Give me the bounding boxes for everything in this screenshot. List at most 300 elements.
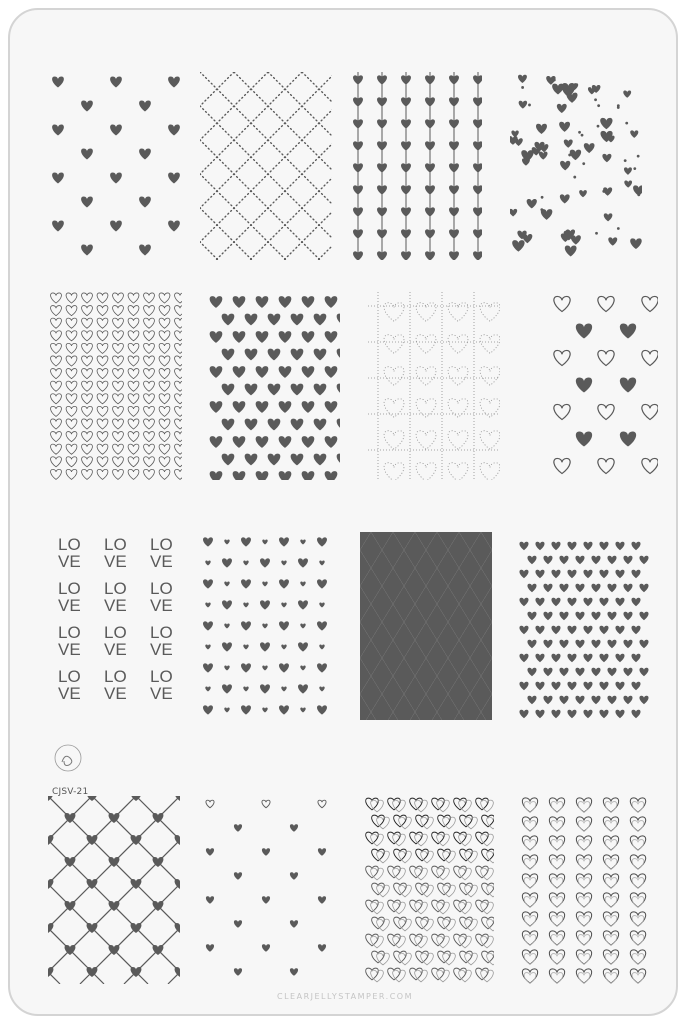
heart-outline-icon bbox=[632, 840, 644, 851]
heart-outline-icon bbox=[551, 878, 563, 889]
heart-icon bbox=[598, 350, 614, 365]
outline-heart-grid-svg bbox=[50, 292, 182, 480]
heart-outline-icon bbox=[366, 866, 379, 878]
heart-icon bbox=[325, 366, 338, 378]
heart-icon bbox=[543, 556, 552, 564]
heart-icon bbox=[113, 457, 124, 467]
design-small-heart-grid bbox=[518, 540, 650, 728]
heart-icon bbox=[615, 598, 624, 606]
heart-icon bbox=[527, 556, 536, 564]
love-text-line2: VE bbox=[104, 596, 127, 615]
heart-icon bbox=[113, 419, 124, 429]
heart-outline-icon bbox=[437, 800, 450, 812]
heart-icon bbox=[317, 537, 327, 546]
love-text-line1: LO bbox=[150, 535, 173, 554]
heart-icon bbox=[82, 356, 93, 366]
heart-icon bbox=[52, 173, 64, 184]
heart-outline-icon bbox=[454, 866, 467, 878]
heart-icon bbox=[113, 293, 124, 303]
love-text-line2: VE bbox=[104, 684, 127, 703]
heart-outline-icon bbox=[454, 798, 467, 810]
heart-icon bbox=[66, 369, 77, 379]
heart-outline-icon bbox=[438, 951, 451, 963]
heart-icon bbox=[66, 469, 77, 479]
heart-icon bbox=[159, 406, 170, 416]
solid-heart-grid-svg bbox=[208, 292, 340, 480]
heart-outline-icon bbox=[371, 902, 384, 914]
heart-icon bbox=[623, 584, 632, 592]
dotted-heart-icon bbox=[416, 303, 436, 321]
heart-icon bbox=[298, 684, 308, 693]
heart-icon bbox=[234, 920, 242, 928]
heart-icon bbox=[281, 602, 286, 607]
heart-outline-icon bbox=[394, 917, 407, 929]
design-heart-chains bbox=[350, 72, 482, 260]
heart-outline-icon bbox=[443, 885, 456, 897]
heart-outline-icon bbox=[551, 954, 563, 965]
heart-outline-icon bbox=[465, 885, 478, 897]
heart-outline-icon bbox=[578, 802, 590, 813]
heart-icon bbox=[205, 560, 210, 565]
heart-icon bbox=[97, 369, 108, 379]
heart-outline-icon bbox=[481, 800, 494, 812]
love-text-line2: VE bbox=[150, 684, 173, 703]
heart-icon bbox=[113, 306, 124, 316]
dot-icon bbox=[582, 162, 585, 165]
heart-outline-icon bbox=[459, 970, 472, 982]
lattice-line bbox=[48, 796, 180, 984]
heart-icon bbox=[245, 419, 258, 431]
heart-icon bbox=[575, 668, 584, 676]
dot-icon bbox=[617, 106, 620, 109]
heart-icon bbox=[97, 331, 108, 341]
heart-icon bbox=[128, 469, 139, 479]
heart-icon bbox=[206, 800, 214, 808]
heart-icon bbox=[599, 626, 608, 634]
lattice-line bbox=[48, 796, 180, 984]
heart-icon bbox=[82, 394, 93, 404]
heart-icon bbox=[66, 419, 77, 429]
heart-icon bbox=[113, 469, 124, 479]
design-overlapping-outline-hearts bbox=[362, 796, 494, 984]
heart-icon bbox=[144, 293, 155, 303]
heart-icon bbox=[51, 369, 62, 379]
heart-icon bbox=[559, 640, 568, 648]
heart-outline-icon bbox=[416, 917, 429, 929]
heart-icon bbox=[66, 356, 77, 366]
heart-outline-icon bbox=[372, 883, 385, 895]
heart-icon bbox=[97, 381, 108, 391]
love-text-line1: LO bbox=[104, 667, 127, 686]
love-text-line2: VE bbox=[104, 552, 127, 571]
dot-icon bbox=[597, 104, 600, 107]
heart-icon bbox=[51, 444, 62, 454]
heart-icon bbox=[66, 331, 77, 341]
heart-outline-icon bbox=[437, 834, 450, 846]
heart-icon bbox=[66, 394, 77, 404]
heart-icon bbox=[168, 77, 180, 88]
heart-icon bbox=[567, 710, 576, 718]
heart-icon bbox=[527, 199, 537, 208]
heart-icon bbox=[203, 663, 213, 672]
heart-icon bbox=[519, 542, 528, 550]
heart-icon bbox=[567, 626, 576, 634]
heart-icon bbox=[268, 349, 281, 361]
heart-outline-icon bbox=[605, 916, 617, 927]
heart-outline-icon bbox=[443, 851, 456, 863]
design-confetti-hearts bbox=[510, 72, 642, 260]
heart-outline-icon bbox=[371, 834, 384, 846]
love-text-line1: LO bbox=[104, 579, 127, 598]
heart-icon bbox=[243, 602, 248, 607]
heart-icon bbox=[234, 824, 242, 832]
heart-icon bbox=[325, 471, 338, 480]
heart-icon bbox=[623, 612, 632, 620]
dot-icon bbox=[597, 125, 600, 128]
heart-outline-icon bbox=[421, 919, 434, 931]
heart-outline-icon bbox=[605, 821, 617, 832]
sparse-hearts-svg bbox=[200, 796, 332, 984]
heart-icon bbox=[245, 349, 258, 361]
heart-icon bbox=[224, 707, 229, 712]
heart-icon bbox=[260, 642, 270, 651]
heart-outline-icon bbox=[524, 935, 536, 946]
heart-icon bbox=[175, 469, 182, 479]
heart-icon bbox=[325, 331, 338, 343]
heart-icon bbox=[519, 570, 528, 578]
heart-icon bbox=[554, 458, 570, 473]
heart-icon bbox=[623, 556, 632, 564]
heart-outline-icon bbox=[432, 832, 445, 844]
heart-outline-icon bbox=[366, 900, 379, 912]
heart-outline-icon bbox=[524, 973, 536, 984]
dotted-line bbox=[200, 72, 332, 260]
heart-outline-icon bbox=[481, 970, 494, 982]
love-text-line2: VE bbox=[104, 640, 127, 659]
heart-outline-icon bbox=[460, 917, 473, 929]
heart-icon bbox=[319, 602, 324, 607]
heart-outline-icon bbox=[432, 900, 445, 912]
heart-icon bbox=[560, 194, 570, 203]
heart-icon bbox=[175, 331, 182, 341]
heart-icon bbox=[51, 419, 62, 429]
heart-outline-icon bbox=[632, 821, 644, 832]
heart-outline-icon bbox=[459, 902, 472, 914]
heart-icon bbox=[519, 101, 527, 109]
heart-outline-icon bbox=[394, 951, 407, 963]
heart-icon bbox=[82, 293, 93, 303]
heart-icon bbox=[639, 668, 648, 676]
heart-icon bbox=[51, 394, 62, 404]
heart-outline-icon bbox=[605, 973, 617, 984]
heart-icon bbox=[175, 306, 182, 316]
lattice-line bbox=[48, 796, 180, 984]
heart-outline-icon bbox=[377, 919, 390, 931]
heart-outline-icon bbox=[388, 968, 401, 980]
heart-icon bbox=[97, 469, 108, 479]
heart-icon bbox=[564, 140, 573, 148]
heart-outline-icon bbox=[578, 935, 590, 946]
heart-outline-icon bbox=[476, 968, 489, 980]
design-dotted-heart-grid bbox=[368, 292, 500, 480]
heart-outline-icon bbox=[443, 919, 456, 931]
dotted-heart-icon bbox=[384, 303, 404, 321]
heart-icon bbox=[175, 381, 182, 391]
heart-outline-icon bbox=[524, 802, 536, 813]
heart-outline-icon bbox=[366, 832, 379, 844]
heart-outline-icon bbox=[393, 936, 406, 948]
heart-icon bbox=[598, 404, 614, 419]
heart-icon bbox=[602, 154, 611, 162]
heart-icon bbox=[245, 314, 258, 326]
dotted-heart-icon bbox=[480, 367, 500, 385]
heart-icon bbox=[535, 626, 544, 634]
heart-icon bbox=[144, 432, 155, 442]
heart-outline-icon bbox=[482, 917, 494, 929]
heart-icon bbox=[583, 682, 592, 690]
heart-outline-icon bbox=[460, 951, 473, 963]
heart-outline-icon bbox=[632, 916, 644, 927]
dotted-heart-icon bbox=[448, 335, 468, 353]
heart-icon bbox=[512, 240, 524, 252]
heart-icon bbox=[159, 469, 170, 479]
heart-icon bbox=[113, 356, 124, 366]
dotted-heart-icon bbox=[448, 399, 468, 417]
heart-outline-icon bbox=[578, 916, 590, 927]
heart-outline-icon bbox=[415, 800, 428, 812]
heart-outline-icon bbox=[371, 970, 384, 982]
heart-icon bbox=[210, 331, 223, 343]
love-text-line1: LO bbox=[58, 623, 81, 642]
heart-icon bbox=[97, 432, 108, 442]
heart-icon bbox=[113, 444, 124, 454]
heart-icon bbox=[279, 537, 289, 546]
heart-icon bbox=[527, 696, 536, 704]
heart-icon bbox=[317, 621, 327, 630]
heart-icon bbox=[222, 684, 232, 693]
heart-outline-icon bbox=[438, 883, 451, 895]
heart-icon bbox=[97, 318, 108, 328]
scattered-hearts-svg bbox=[50, 72, 182, 260]
heart-icon bbox=[175, 432, 182, 442]
heart-icon bbox=[604, 213, 613, 221]
heart-icon bbox=[302, 331, 315, 343]
heart-outline-icon bbox=[459, 936, 472, 948]
love-text-line1: LO bbox=[104, 535, 127, 554]
dot-icon bbox=[540, 208, 543, 211]
heart-icon bbox=[82, 306, 93, 316]
heart-icon bbox=[551, 542, 560, 550]
heart-outline-icon bbox=[476, 798, 489, 810]
heart-icon bbox=[527, 612, 536, 620]
heart-outline-icon bbox=[416, 883, 429, 895]
heart-icon bbox=[128, 444, 139, 454]
heart-icon bbox=[575, 584, 584, 592]
lattice-line bbox=[48, 796, 136, 984]
heart-icon bbox=[623, 90, 631, 97]
dotted-line bbox=[234, 72, 332, 260]
dotted-heart-icon bbox=[480, 431, 500, 449]
heart-icon bbox=[314, 314, 327, 326]
heart-icon bbox=[624, 180, 632, 187]
heart-outline-icon bbox=[465, 817, 478, 829]
dot-icon bbox=[594, 98, 597, 101]
heart-icon bbox=[591, 584, 600, 592]
heart-icon bbox=[325, 436, 338, 448]
heart-icon bbox=[222, 600, 232, 609]
heart-icon bbox=[139, 245, 151, 256]
heart-icon bbox=[318, 848, 326, 856]
heart-outline-icon bbox=[415, 970, 428, 982]
heart-icon bbox=[82, 369, 93, 379]
heart-icon bbox=[536, 124, 547, 134]
mixed-hearts-svg bbox=[526, 292, 658, 480]
heart-icon bbox=[222, 419, 235, 431]
dot-icon bbox=[573, 176, 576, 179]
heart-icon bbox=[260, 558, 270, 567]
heart-icon bbox=[128, 381, 139, 391]
heart-icon bbox=[519, 626, 528, 634]
heart-icon bbox=[51, 306, 62, 316]
dotted-heart-icon bbox=[384, 463, 404, 480]
heart-icon bbox=[262, 707, 267, 712]
heart-outline-icon bbox=[605, 897, 617, 908]
heart-icon bbox=[607, 668, 616, 676]
heart-outline-icon bbox=[432, 968, 445, 980]
heart-icon bbox=[175, 457, 182, 467]
heart-outline-icon bbox=[551, 840, 563, 851]
heart-icon bbox=[518, 75, 527, 83]
stamping-plate bbox=[8, 8, 678, 1016]
heart-outline-icon bbox=[460, 883, 473, 895]
heart-icon bbox=[222, 454, 235, 466]
heart-icon bbox=[241, 537, 251, 546]
heart-icon bbox=[51, 318, 62, 328]
heart-outline-icon bbox=[393, 800, 406, 812]
heart-icon bbox=[279, 296, 292, 308]
heart-icon bbox=[51, 381, 62, 391]
heart-icon bbox=[567, 598, 576, 606]
heart-icon bbox=[262, 896, 270, 904]
heart-icon bbox=[514, 138, 522, 146]
heart-icon bbox=[583, 570, 592, 578]
heart-icon bbox=[128, 356, 139, 366]
heart-icon bbox=[535, 598, 544, 606]
heart-outline-icon bbox=[476, 934, 489, 946]
heart-icon bbox=[570, 150, 581, 161]
heart-icon bbox=[608, 237, 617, 245]
dotted-heart-icon bbox=[448, 303, 468, 321]
heart-icon bbox=[262, 848, 270, 856]
heart-icon bbox=[325, 401, 338, 413]
heart-icon bbox=[607, 584, 616, 592]
plate-code: CJSV-21 bbox=[52, 787, 89, 797]
heart-outline-icon bbox=[393, 868, 406, 880]
heart-icon bbox=[319, 686, 324, 691]
heart-icon bbox=[642, 350, 658, 365]
dotted-heart-icon bbox=[480, 335, 500, 353]
heart-icon bbox=[607, 612, 616, 620]
heart-icon bbox=[639, 612, 648, 620]
heart-icon bbox=[631, 598, 640, 606]
heart-icon bbox=[243, 560, 248, 565]
heart-icon bbox=[551, 654, 560, 662]
heart-icon bbox=[600, 118, 612, 129]
heart-icon bbox=[97, 419, 108, 429]
heart-outline-icon bbox=[524, 859, 536, 870]
heart-icon bbox=[81, 101, 93, 112]
heart-outline-icon bbox=[551, 859, 563, 870]
heart-icon bbox=[224, 665, 229, 670]
heart-icon bbox=[473, 119, 482, 128]
heart-icon bbox=[66, 306, 77, 316]
heart-icon bbox=[620, 431, 636, 446]
heart-icon bbox=[144, 394, 155, 404]
heart-icon bbox=[554, 296, 570, 311]
heart-icon bbox=[473, 229, 482, 238]
dotted-line bbox=[200, 72, 332, 260]
website-url: CLEARJELLYSTAMPER.COM bbox=[277, 992, 413, 1001]
heart-outline-icon bbox=[377, 885, 390, 897]
heart-icon bbox=[639, 640, 648, 648]
heart-icon bbox=[615, 570, 624, 578]
heart-icon bbox=[279, 436, 292, 448]
heart-icon bbox=[567, 570, 576, 578]
dotted-heart-icon bbox=[448, 431, 468, 449]
heart-icon bbox=[599, 542, 608, 550]
heart-icon bbox=[615, 654, 624, 662]
heart-outline-icon bbox=[437, 970, 450, 982]
heart-icon bbox=[175, 444, 182, 454]
design-love-text bbox=[50, 528, 182, 716]
heart-outline-icon bbox=[632, 878, 644, 889]
heart-outline-icon bbox=[524, 954, 536, 965]
heart-icon bbox=[206, 896, 214, 904]
dotted-heart-icon bbox=[480, 463, 500, 480]
heart-icon bbox=[241, 579, 251, 588]
heart-rows-svg bbox=[200, 532, 332, 720]
heart-icon bbox=[82, 331, 93, 341]
heart-icon bbox=[623, 696, 632, 704]
love-text-line2: VE bbox=[58, 552, 81, 571]
heart-icon bbox=[279, 621, 289, 630]
heart-icon bbox=[159, 369, 170, 379]
dotted-heart-icon bbox=[416, 463, 436, 480]
heart-icon bbox=[82, 343, 93, 353]
heart-icon bbox=[302, 471, 315, 480]
heart-icon bbox=[224, 623, 229, 628]
heart-icon bbox=[642, 404, 658, 419]
heart-outline-icon bbox=[410, 866, 423, 878]
dotted-heart-icon bbox=[480, 303, 500, 321]
dotted-line bbox=[200, 72, 332, 260]
heart-icon bbox=[620, 377, 636, 392]
heart-icon bbox=[210, 296, 223, 308]
heart-outline-icon bbox=[578, 840, 590, 851]
heart-icon bbox=[642, 458, 658, 473]
heart-icon bbox=[575, 612, 584, 620]
heart-icon bbox=[279, 331, 292, 343]
heart-icon bbox=[139, 197, 151, 208]
heart-outline-icon bbox=[524, 916, 536, 927]
dot-icon bbox=[617, 227, 620, 230]
heart-icon bbox=[290, 824, 298, 832]
heart-icon bbox=[519, 682, 528, 690]
heart-icon bbox=[113, 331, 124, 341]
heart-icon bbox=[110, 77, 122, 88]
dotted-heart-icon bbox=[416, 335, 436, 353]
brand-logo bbox=[50, 732, 86, 784]
